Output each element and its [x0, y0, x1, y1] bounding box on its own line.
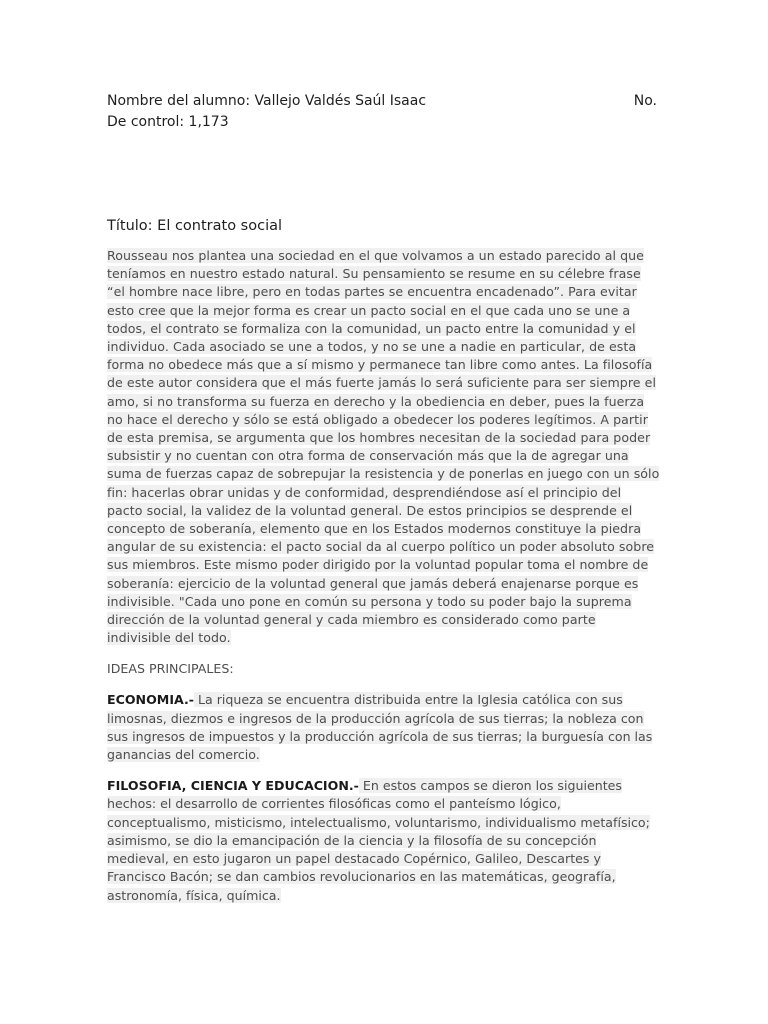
document-page	[107, 91, 660, 905]
student-name: Nombre del alumno: Vallejo Valdés Saúl Isaac	[107, 93, 427, 109]
section-text: En estos campos se dieron los siguientes hechos: el desarrollo de corrientes filosóficas como el panteísmo lógico, conceptualismo, misticismo, intelectualismo, voluntarismo, individualismo metafísico; asimismo, se dio la emancipación de la ciencia y la filosofía de su concepción medieval, en esto jugaron un papel destacado Copérnico, Galileo, Descartes y Francisco Bacón; se dan cambios revolucionarios en las matemáticas, geografía, astronomía, física, química.	[107, 778, 650, 903]
header-line	[107, 91, 657, 112]
body-paragraph	[107, 247, 660, 647]
number-label: No.	[633, 93, 657, 109]
section-label: ECONOMIA.-	[107, 692, 195, 708]
ideas-heading: IDEAS PRINCIPALES:	[107, 661, 234, 677]
section-label: FILOSOFIA, CIENCIA Y EDUCACION.-	[107, 778, 359, 794]
section-filosofia	[107, 777, 660, 904]
document-title: Título: El contrato social	[107, 218, 283, 234]
section-economia	[107, 691, 660, 764]
body-text: Rousseau nos plantea una sociedad en el que volvamos a un estado parecido al que teníamos en nuestro estado natural. Su pensamiento se resume en su célebre frase “el hombre nace libre, pero en todas partes se encuentra encadenado”. Para evitar esto cree que la mejor forma es crear un pacto social en el que cada uno se une a todos, el contrato se formaliza con la comunidad, un pacto entre la comunidad y el individuo. Cada asociado se une a todos, y no se une a nadie en particular, de esta forma no obedece más que a sí mismo y permanece tan libre como antes. La filosofía de este autor considera que el más fuerte jamás lo será suficiente para ser siempre el amo, si no transforma su fuerza en derecho y la obediencia en deber, pues la fuerza no hace el derecho y sólo se está obligado a obedecer los poderes legítimos. A partir de esta premisa, se argumenta que los hombres necesitan de la sociedad para poder subsistir y no cuentan con otra forma de conservación más que la de agregar una suma de fuerzas capaz de sobrepujar la resistencia y de ponerlas en juego con un sólo fin: hacerlas obrar unidas y de conformidad, desprendiéndose así el principio del pacto social, la validez de la voluntad general. De estos principios se desprende el concepto de soberanía, elemento que en los Estados modernos constituye la piedra angular de su existencia: el pacto social da al cuerpo político un poder absoluto sobre sus miembros. Este mismo poder dirigido por la voluntad popular toma el nombre de soberanía: ejercicio de la voluntad general que jamás deberá enajenarse porque es indivisible. "Cada uno pone en común su persona y todo su poder bajo la suprema dirección de la voluntad general y cada miembro es considerado como parte indivisible del todo.	[107, 248, 660, 646]
control-number: De control: 1,173	[107, 114, 229, 130]
section-text: La riqueza se encuentra distribuida entre la Iglesia católica con sus limosnas, diezmos e ingresos de la producción agrícola de sus tierras; la nobleza con sus ingresos de impuestos y la producción agrícola de sus tierras; la burguesía con las ganancias del comercio.	[107, 692, 653, 763]
